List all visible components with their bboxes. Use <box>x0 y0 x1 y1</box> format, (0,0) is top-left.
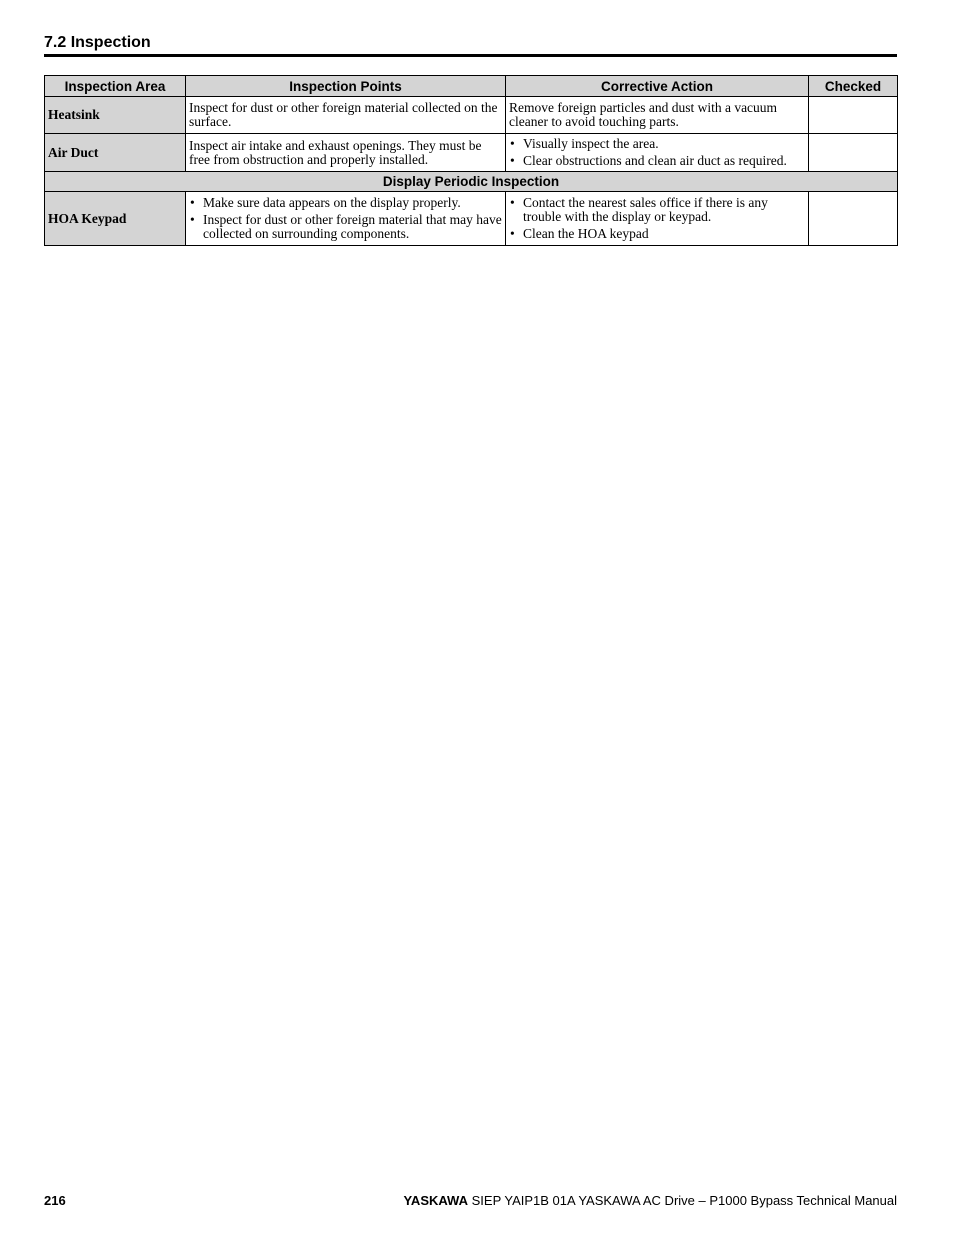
action-cell <box>506 134 809 172</box>
header-inspection-points: Inspection Points <box>186 76 506 97</box>
action-list <box>509 137 805 168</box>
subheading: Display Periodic Inspection <box>45 172 898 192</box>
points-cell: Inspect for dust or other foreign material collected on the surface. <box>186 97 506 134</box>
points-list <box>189 196 502 241</box>
header-corrective-action: Corrective Action <box>506 76 809 97</box>
checked-cell[interactable] <box>809 97 898 134</box>
manual-title-text: SIEP YAIP1B 01A YASKAWA AC Drive – P1000 Bypass Technical Manual <box>468 1193 897 1208</box>
area-cell: Air Duct <box>45 134 186 172</box>
action-cell <box>506 192 809 246</box>
section-title: 7.2 Inspection <box>44 34 151 51</box>
header-checked: Checked <box>809 76 898 97</box>
area-cell: HOA Keypad <box>45 192 186 246</box>
section-header <box>44 34 897 57</box>
table-row <box>45 97 898 134</box>
table-row <box>45 134 898 172</box>
points-cell <box>186 192 506 246</box>
page-number: 216 <box>44 1193 66 1208</box>
area-cell: Heatsink <box>45 97 186 134</box>
list-item: • Make sure data appears on the display properly. <box>189 196 502 210</box>
brand-name: YASKAWA <box>403 1193 468 1208</box>
inspection-table <box>44 75 898 246</box>
action-cell: Remove foreign particles and dust with a vacuum cleaner to avoid touching parts. <box>506 97 809 134</box>
list-item: • Clean the HOA keypad <box>509 227 805 241</box>
list-item: • Clear obstructions and clean air duct as required. <box>509 154 805 168</box>
header-inspection-area: Inspection Area <box>45 76 186 97</box>
points-cell: Inspect air intake and exhaust openings. They must be free from obstruction and properly installed. <box>186 134 506 172</box>
manual-title <box>403 1193 897 1208</box>
table-header-row <box>45 76 898 97</box>
subheading-row <box>45 172 898 192</box>
checked-cell[interactable] <box>809 192 898 246</box>
list-item: • Inspect for dust or other foreign material that may have collected on surrounding components. <box>189 213 502 241</box>
list-item: • Visually inspect the area. <box>509 137 805 151</box>
page-footer <box>44 1193 897 1211</box>
table-row <box>45 192 898 246</box>
checked-cell[interactable] <box>809 134 898 172</box>
action-list <box>509 196 805 241</box>
list-item: • Contact the nearest sales office if there is any trouble with the display or keypad. <box>509 196 805 224</box>
